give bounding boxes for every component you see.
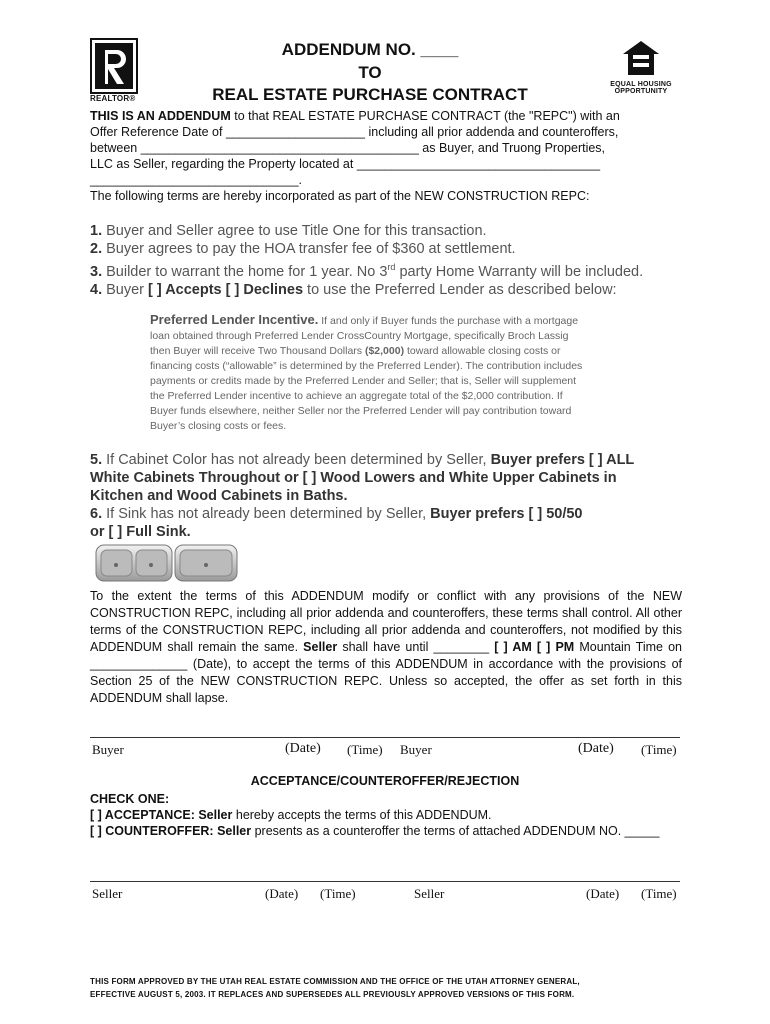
terms-p2: shall have until ________ — [337, 640, 495, 654]
buyer1-time: (Time) — [347, 742, 383, 757]
equal-housing-icon — [621, 40, 661, 76]
item-5-text-a: If Cabinet Color has not already been determined by Seller, — [102, 452, 491, 468]
acceptance-checkbox[interactable]: [ ] ACCEPTANCE: Seller — [90, 808, 233, 822]
item-3-text-b: party Home Warranty will be included. — [395, 263, 644, 280]
eho-line1: EQUAL HOUSING — [610, 81, 672, 88]
terms-p3: Mountain Time on ______________ (Date), to accept the terms of this ADDENDUM in accordance with the provisions of Section 25 of the NEW CONSTRUCTION REPC. Unless so accepted, the offer as set forth in this ADDENDUM shall lapse. — [90, 640, 682, 705]
item-1 — [90, 222, 690, 240]
items-list-2 — [90, 451, 690, 541]
incentive-amount: ($2,000) — [364, 345, 405, 357]
buyer2-time: (Time) — [641, 742, 677, 757]
item-4-text-a: Buyer — [102, 281, 149, 298]
item-6-choice-b[interactable]: or [ ] Full Sink. — [90, 524, 191, 540]
title-line2: TO — [358, 63, 382, 82]
buyer1-date: (Date) — [285, 741, 321, 756]
item-4-choice[interactable]: [ ] Accepts [ ] Declines — [148, 281, 304, 298]
item-2-text: Buyer agrees to pay the HOA transfer fee of $360 at settlement. — [102, 241, 516, 257]
seller1-time: (Time) — [320, 886, 356, 901]
intro-l2: Offer Reference Date of ____________________ including all prior addenda and counteroffers, — [90, 125, 619, 139]
item-5-num: 5. — [90, 452, 103, 468]
title-line3: REAL ESTATE PURCHASE CONTRACT — [212, 85, 528, 104]
incentive-l6: the Preferred Lender incentive to achieve an aggregate total of the $2,000 contribution. If — [150, 390, 563, 402]
terms-ampm[interactable]: [ ] AM [ ] PM — [494, 640, 575, 654]
seller-signature-line[interactable] — [90, 881, 680, 882]
item-3 — [90, 258, 690, 281]
item-2-num: 2. — [90, 241, 103, 257]
item-1-num: 1. — [90, 223, 103, 239]
item-1-text: Buyer and Seller agree to use Title One for this transaction. — [102, 223, 487, 239]
incentive-heading: Preferred Lender Incentive. — [150, 312, 319, 327]
counteroffer-text: presents as a counteroffer the terms of attached ADDENDUM NO. _____ — [251, 824, 660, 838]
item-6 — [90, 505, 690, 523]
item-6-text-a: If Sink has not already been determined by Seller, — [102, 506, 431, 522]
terms-seller: Seller — [303, 640, 338, 654]
intro-l6: The following terms are hereby incorporated as part of the NEW CONSTRUCTION REPC: — [90, 189, 590, 203]
buyer2-label: Buyer — [400, 742, 432, 757]
intro-l3: between ________________________________________ as Buyer, and Truong Properties, — [90, 141, 606, 155]
title-line1: ADDENDUM NO. ____ — [281, 40, 459, 59]
item-6-num: 6. — [90, 506, 103, 522]
seller2-date: (Date) — [586, 886, 620, 901]
item-3-num: 3. — [90, 263, 103, 280]
realtor-logo-icon — [90, 38, 138, 94]
acceptance-block — [90, 791, 710, 839]
item-2 — [90, 240, 690, 258]
item-4-text-c: to use the Preferred Lender as described below: — [303, 281, 617, 298]
sink-images-icon — [95, 543, 240, 583]
incentive-l4: financing costs (“allowable” is determined by the Preferred Lender). The contribution includes — [150, 360, 583, 372]
item-4 — [90, 281, 690, 299]
item-4-num: 4. — [90, 281, 103, 298]
seller1-date: (Date) — [265, 886, 299, 901]
check-one: CHECK ONE: — [90, 792, 170, 806]
seller1-label: Seller — [92, 886, 123, 901]
footer — [90, 975, 690, 1001]
acceptance-heading: ACCEPTANCE/COUNTEROFFER/REJECTION — [250, 774, 520, 788]
incentive-l8: Buyer’s closing costs or fees. — [150, 420, 287, 432]
buyer-signature-line[interactable] — [90, 737, 680, 738]
acceptance-text: hereby accepts the terms of this ADDENDUM. — [232, 808, 492, 822]
footer-l1: THIS FORM APPROVED BY THE UTAH REAL ESTATE COMMISSION AND THE OFFICE OF THE UTAH ATTORNEY GENERAL, — [90, 977, 580, 986]
incentive-l2: loan obtained through Preferred Lender CrossCountry Mortgage, specifically Broch Lassig — [150, 330, 569, 342]
counteroffer-checkbox[interactable]: [ ] COUNTEROFFER: Seller — [90, 824, 252, 838]
intro — [90, 108, 690, 204]
item-6-choice-a[interactable]: Buyer prefers [ ] 50/50 — [430, 506, 583, 522]
footer-l2: EFFECTIVE AUGUST 5, 2003. IT REPLACES AND SUPERSEDES ALL PREVIOUSLY APPROVED VERSIONS OF THIS FORM. — [90, 990, 575, 999]
items-list — [90, 222, 690, 299]
item-3-text-a: Builder to warrant the home for 1 year. No 3 — [102, 263, 388, 280]
terms-p1: To the extent the terms of this ADDENDUM modify or conflict with any provisions of the NEW CONSTRUCTION REPC, including all prior addenda and counteroffers, these terms shall control. All other terms of the CONSTRUCTION REPC, including all prior addenda and counteroffers, not modified by this ADDENDUM shall remain the same. — [90, 589, 682, 654]
incentive-l1: If and only if Buyer funds the purchase with a mortgage — [318, 315, 579, 327]
incentive-l5: payments or credits made by the Preferred Lender and Seller; that is, Seller will supplement — [150, 375, 577, 387]
intro-l1: to that REAL ESTATE PURCHASE CONTRACT (the "REPC") with an — [230, 109, 620, 123]
equal-housing-logo — [605, 40, 677, 102]
item-5-text-d: Kitchen and Wood Cabinets in Baths. — [90, 488, 348, 504]
eho-line2: OPPORTUNITY — [614, 88, 668, 95]
preferred-lender-incentive — [150, 312, 670, 434]
buyer1-label: Buyer — [92, 742, 124, 757]
item-5-choice-b[interactable]: White Cabinets Throughout or [ ] Wood Lowers and White Upper Cabinets in — [90, 470, 617, 486]
item-5-choice-a[interactable]: Buyer prefers [ ] ALL — [490, 452, 635, 468]
item-3-sup: rd — [387, 262, 396, 272]
buyer2-date: (Date) — [578, 741, 614, 756]
seller2-label: Seller — [414, 886, 445, 901]
incentive-l3a: then Buyer will receive Two Thousand Dollars — [150, 345, 365, 357]
seller2-time: (Time) — [641, 886, 677, 901]
incentive-l7: Buyer funds elsewhere, neither Seller nor the Preferred Lender will pay contribution toward — [150, 405, 572, 417]
intro-l4: LLC as Seller, regarding the Property located at ___________________________________ — [90, 157, 601, 171]
incentive-l3c: toward allowable closing costs or — [404, 345, 561, 357]
terms-paragraph — [90, 588, 682, 707]
intro-lead: THIS IS AN ADDENDUM — [90, 109, 231, 123]
realtor-label: REALTOR® — [90, 94, 136, 103]
intro-l5: ______________________________. — [90, 173, 303, 187]
item-5 — [90, 451, 690, 469]
